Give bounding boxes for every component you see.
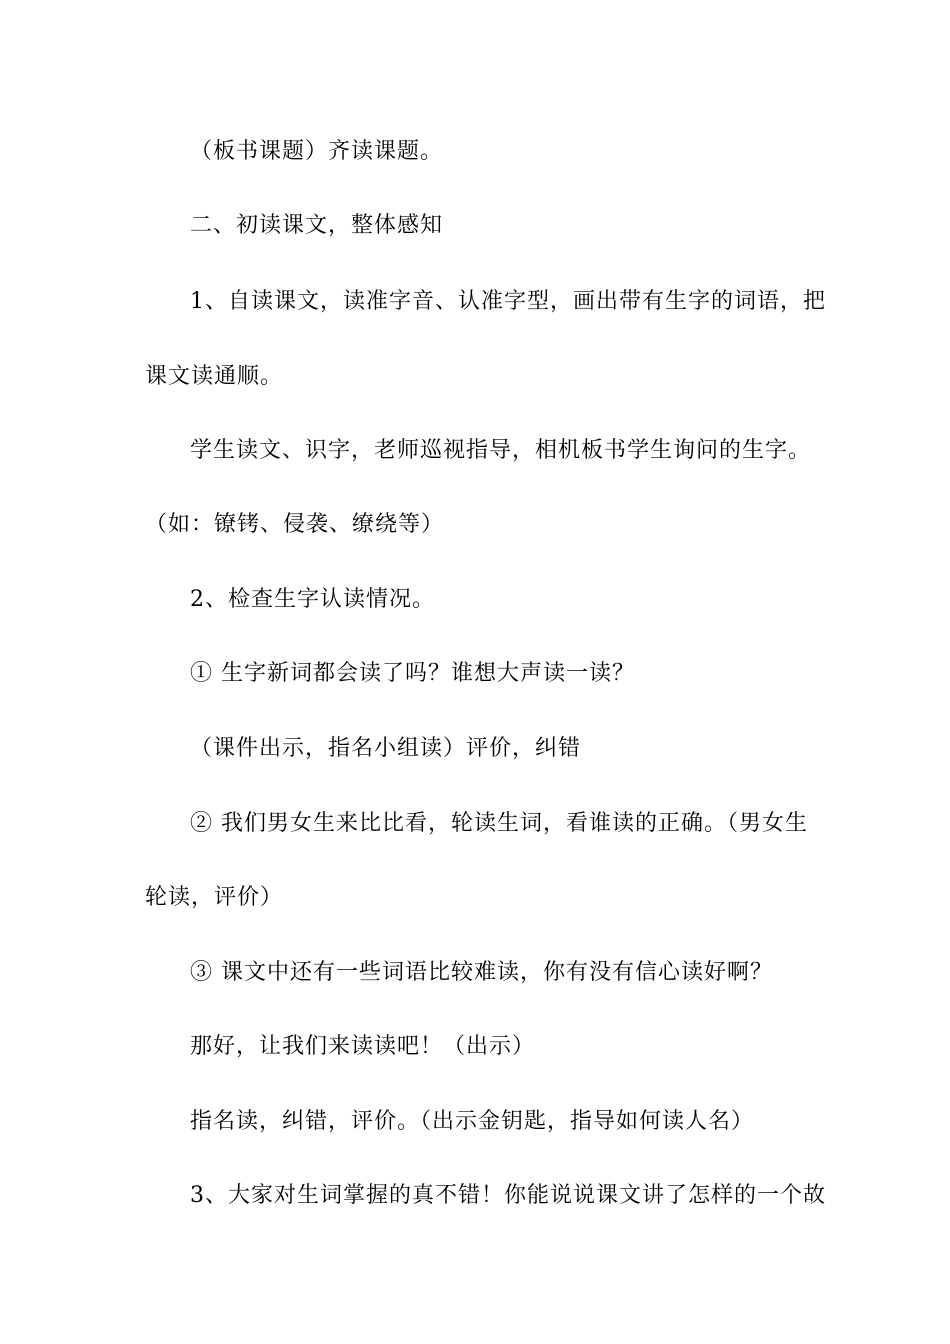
text-line-step-3: 3、大家对生词掌握的真不错！你能说说课文讲了怎样的一个故 [190, 1183, 826, 1208]
text-line-examples: （如：镣铐、侵袭、缭绕等） [145, 512, 445, 537]
text-line-item-3: ③ 课文中还有一些词语比较难读，你有没有信心读好啊？ [190, 960, 773, 985]
text-line-lets-read: 那好，让我们来读读吧！（出示） [190, 1034, 536, 1059]
text-line-board-title: （板书课题）齐读课题。 [190, 139, 444, 164]
text-line-step-1: 1、自读课文，读准字音、认准字型，画出带有生字的词语，把 [190, 289, 826, 314]
text-line-named-reading: 指名读，纠错，评价。（出示金钥匙，指导如何读人名） [190, 1109, 755, 1134]
text-line-item-2: ② 我们男女生来比比看，轮读生词，看谁读的正确。（男女生 [190, 811, 808, 836]
text-line-item-1: ① 生字新词都会读了吗？谁想大声读一读？ [190, 661, 635, 686]
text-line-step-2: 2、检查生字认读情况。 [190, 587, 435, 612]
text-line-courseware: （课件出示，指名小组读）评价，纠错 [190, 736, 582, 761]
section-heading: 二、初读课文，整体感知 [190, 213, 444, 238]
text-line-item-2-cont: 轮读，评价） [145, 885, 284, 910]
text-line-step-1-cont: 课文读通顺。 [145, 364, 284, 389]
text-line-student-reading: 学生读文、识字，老师巡视指导，相机板书学生询问的生字。 [190, 438, 812, 463]
